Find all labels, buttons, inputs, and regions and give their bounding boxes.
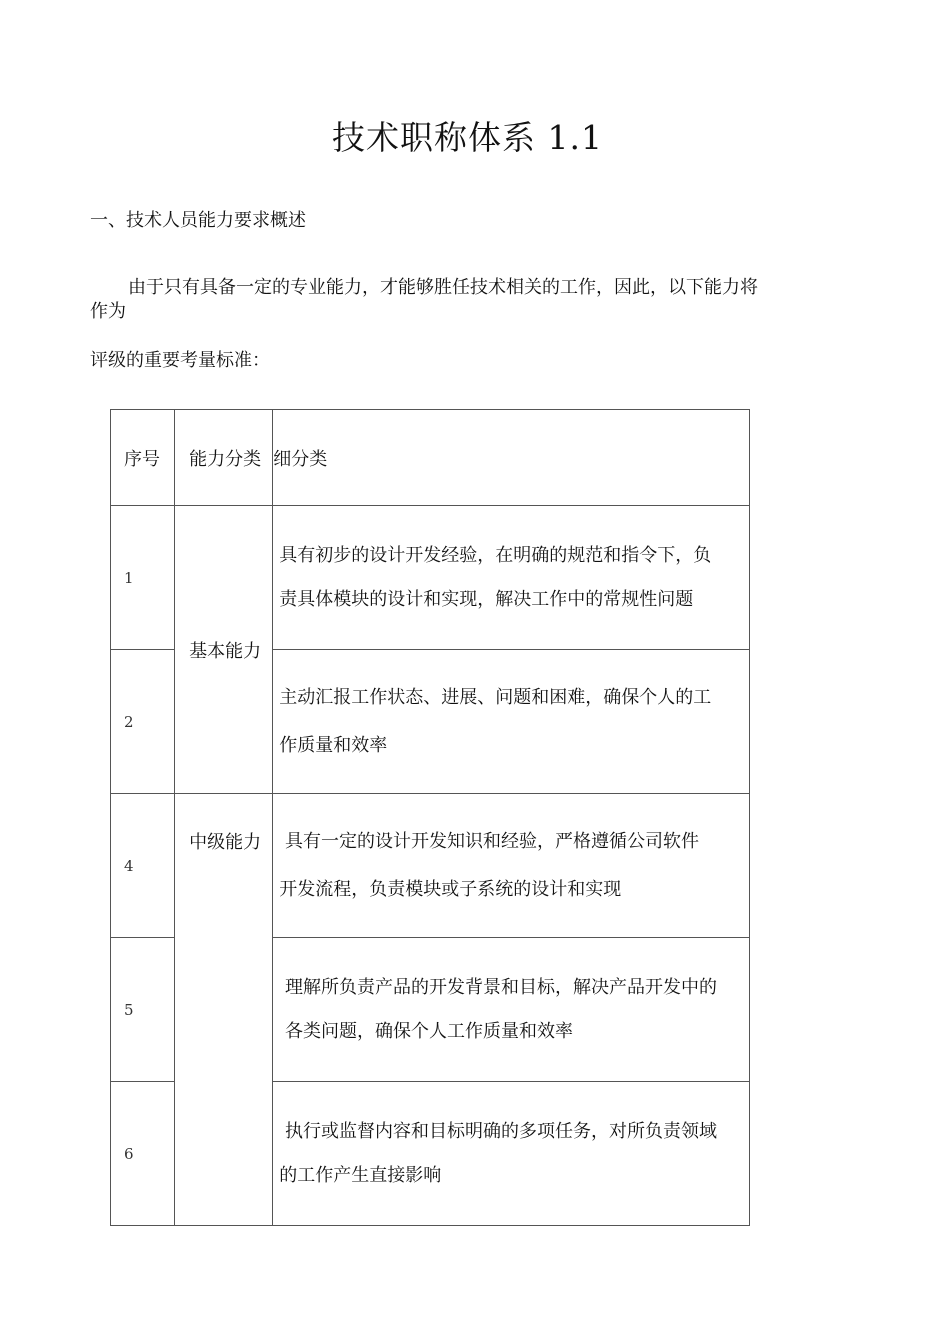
category-basic: 基本能力 xyxy=(175,506,273,794)
row-detail xyxy=(273,794,750,938)
intro-paragraph-continued: 评级的重要考量标准： xyxy=(90,350,270,371)
table-row xyxy=(111,794,750,938)
header-category: 能力分类 xyxy=(175,410,273,506)
detail-line: 开发流程，负责模块或子系统的设计和实现 xyxy=(279,878,622,900)
row-detail xyxy=(273,938,750,1082)
row-detail xyxy=(273,1082,750,1226)
header-no: 序号 xyxy=(111,410,175,506)
intro-paragraph xyxy=(90,276,770,324)
table-row xyxy=(111,506,750,650)
table-header-row xyxy=(111,410,750,506)
detail-line: 各类问题，确保个人工作质量和效率 xyxy=(279,1020,573,1042)
detail-line: 执行或监督内容和目标明确的多项任务，对所负责领域 xyxy=(279,1120,717,1142)
row-number: 1 xyxy=(111,506,175,650)
row-number: 6 xyxy=(111,1082,175,1226)
row-number: 2 xyxy=(111,650,175,794)
document-title: 技术职称体系 1.1 xyxy=(332,118,603,157)
row-number: 5 xyxy=(111,938,175,1082)
row-detail xyxy=(273,650,750,794)
detail-line: 的工作产生直接影响 xyxy=(279,1164,442,1186)
detail-line: 作质量和效率 xyxy=(279,734,388,756)
detail-line: 理解所负责产品的开发背景和目标，解决产品开发中的 xyxy=(279,976,717,998)
ability-table xyxy=(110,409,750,1226)
header-detail: 细分类 xyxy=(273,410,750,506)
row-detail xyxy=(273,506,750,650)
category-intermediate: 中级能力 xyxy=(175,794,273,1226)
intro-text: 由于只有具备一定的专业能力，才能够胜任技术相关的工作，因此，以下能力将作为 xyxy=(90,277,758,322)
detail-line: 具有初步的设计开发经验，在明确的规范和指令下，负 xyxy=(279,544,712,566)
detail-line: 责具体模块的设计和实现，解决工作中的常规性问题 xyxy=(279,588,694,610)
detail-line: 主动汇报工作状态、进展、问题和困难，确保个人的工 xyxy=(279,686,712,708)
section-heading: 一、技术人员能力要求概述 xyxy=(90,210,306,231)
detail-line: 具有一定的设计开发知识和经验，严格遵循公司软件 xyxy=(279,830,699,852)
row-number: 4 xyxy=(111,794,175,938)
